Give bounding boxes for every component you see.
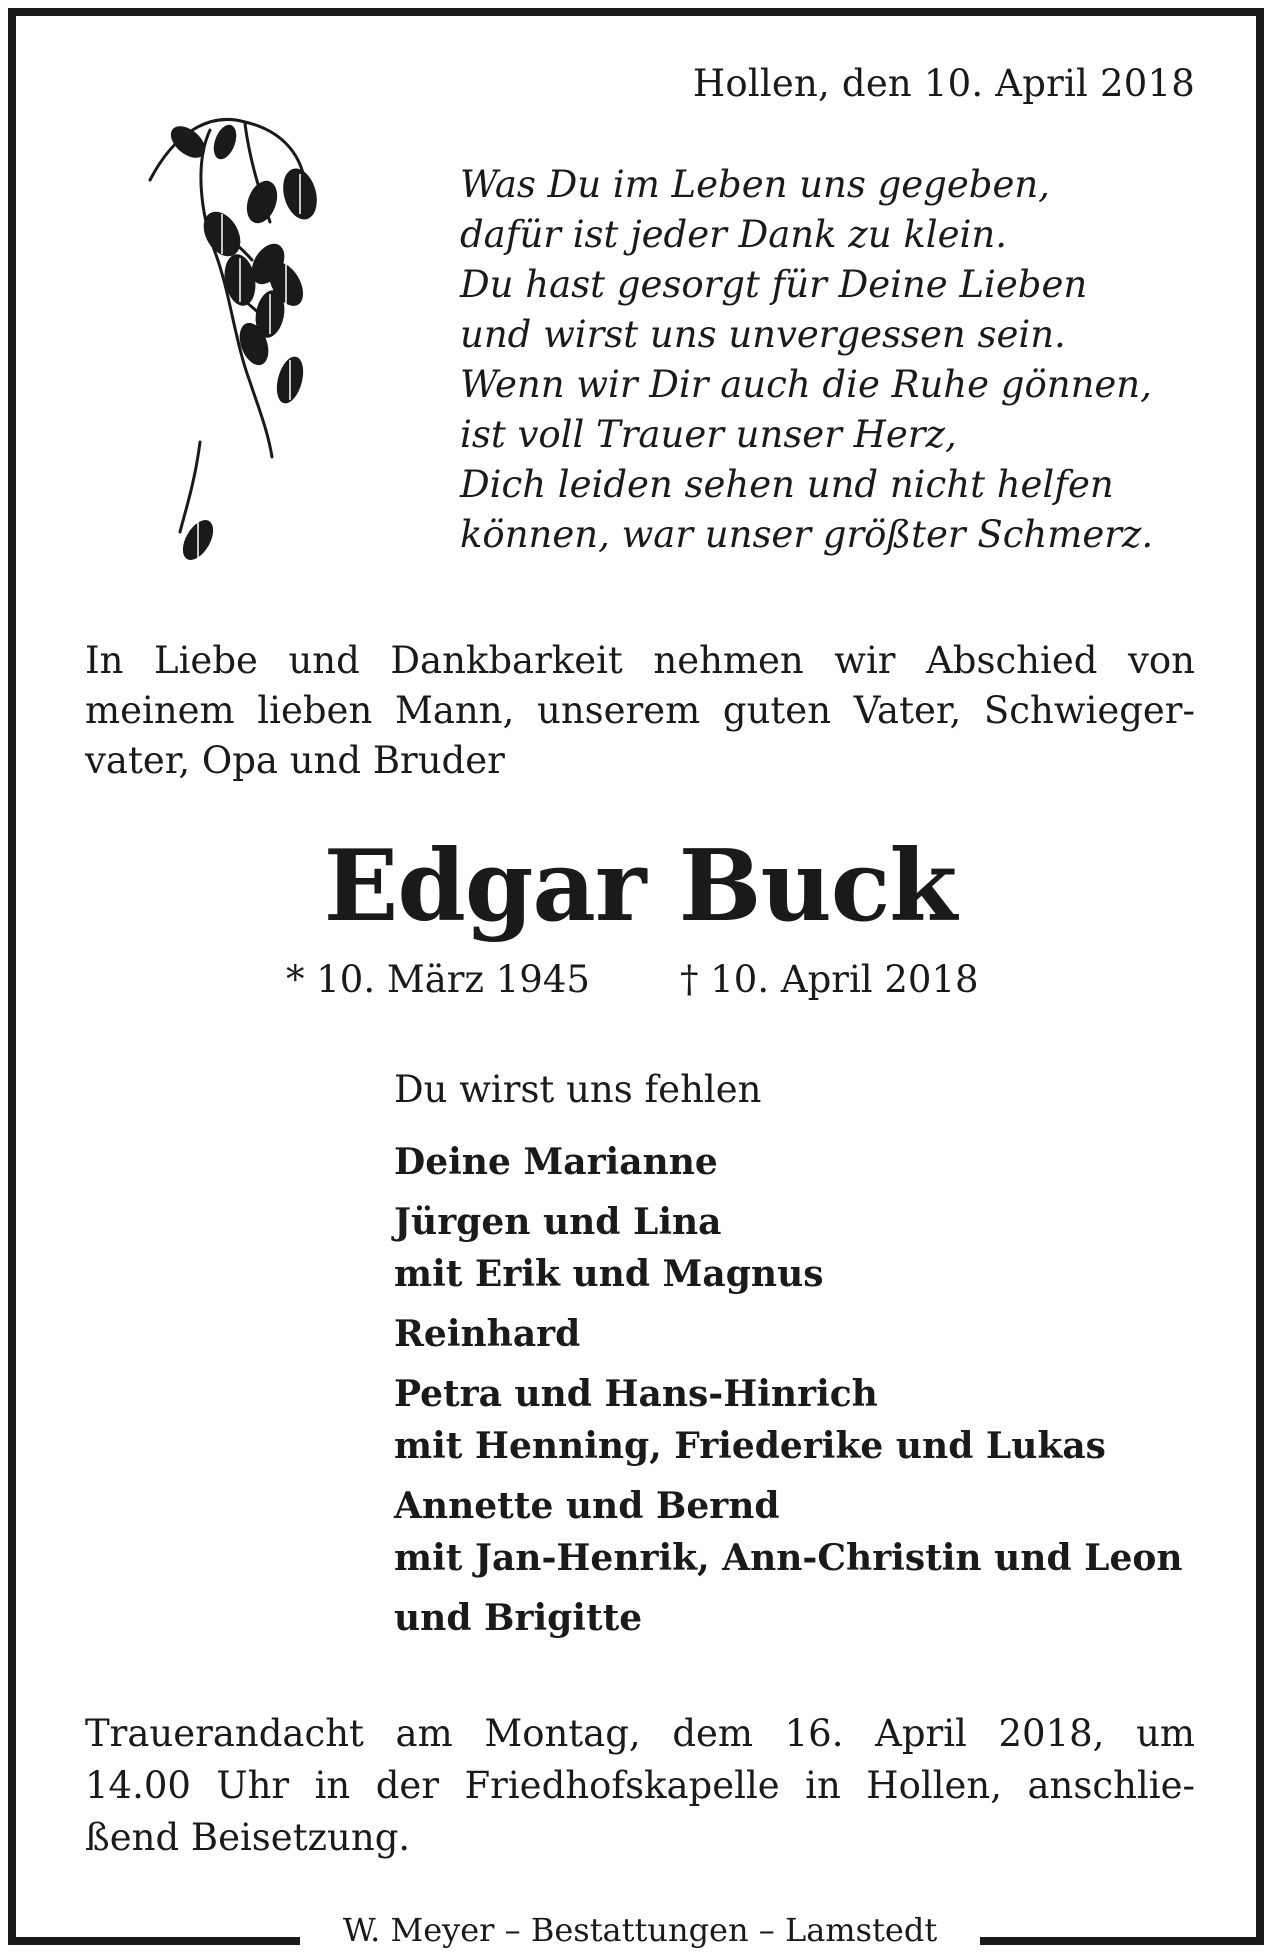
mourner-group [394, 1368, 1183, 1472]
mourner-line: Petra und Hans-Hinrich [394, 1373, 878, 1415]
mourner-group [394, 1136, 1183, 1188]
service-line: ßend Beisetzung. [85, 1816, 411, 1859]
mourners-intro: Du wirst uns fehlen [394, 1068, 762, 1111]
mourner-line: Annette und Bernd [394, 1485, 780, 1527]
service-info [85, 1708, 1195, 1864]
mourner-line: Reinhard [394, 1313, 581, 1355]
poem-line: Was Du im Leben uns gegeben, [460, 163, 1050, 206]
intro-line: In Liebe und Dankbarkeit nehmen wir Abschied von [85, 639, 1195, 682]
mourner-line: Jürgen und Lina [394, 1201, 722, 1243]
funeral-home-credit: W. Meyer – Bestattungen – Lamstedt [300, 1910, 980, 1950]
death-date: † 10. April 2018 [680, 958, 979, 1001]
deceased-name: Edgar Buck [323, 829, 957, 944]
mourner-line: und Brigitte [394, 1597, 643, 1639]
poem-line: können, war unser größter Schmerz. [460, 513, 1154, 556]
poem-line: Du hast gesorgt für Deine Lieben [460, 263, 1088, 306]
mourner-group [394, 1592, 1183, 1644]
birth-date: * 10. März 1945 [286, 958, 590, 1001]
poem [460, 160, 1153, 560]
dateline: Hollen, den 10. April 2018 [692, 62, 1195, 105]
mourner-group [394, 1196, 1183, 1300]
mourner-line: Deine Marianne [394, 1141, 718, 1183]
mourner-group [394, 1308, 1183, 1360]
poem-line: dafür ist jeder Dank zu klein. [460, 213, 1007, 256]
mourner-line: mit Jan-Henrik, Ann-Christin und Leon [394, 1537, 1183, 1579]
service-line: Trauerandacht am Montag, dem 16. April 2018, um [85, 1712, 1195, 1755]
mourner-line: mit Erik und Magnus [394, 1253, 824, 1295]
intro-line: meinem lieben Mann, unserem guten Vater, Schwieger- [85, 689, 1195, 732]
mourner-group [394, 1480, 1183, 1584]
birch-twig-icon [140, 112, 350, 582]
poem-line: und wirst uns unvergessen sein. [460, 313, 1066, 356]
poem-line: Wenn wir Dir auch die Ruhe gönnen, [460, 363, 1152, 406]
poem-line: ist voll Trauer unser Herz, [460, 413, 957, 456]
mourners-list [394, 1136, 1183, 1652]
service-line: 14.00 Uhr in der Friedhofskapelle in Hollen, anschlie- [85, 1764, 1195, 1807]
poem-line: Dich leiden sehen und nicht helfen [460, 463, 1114, 506]
mourner-line: mit Henning, Friederike und Lukas [394, 1425, 1106, 1467]
intro-line: vater, Opa und Bruder [85, 739, 505, 782]
farewell-intro [85, 636, 1195, 786]
